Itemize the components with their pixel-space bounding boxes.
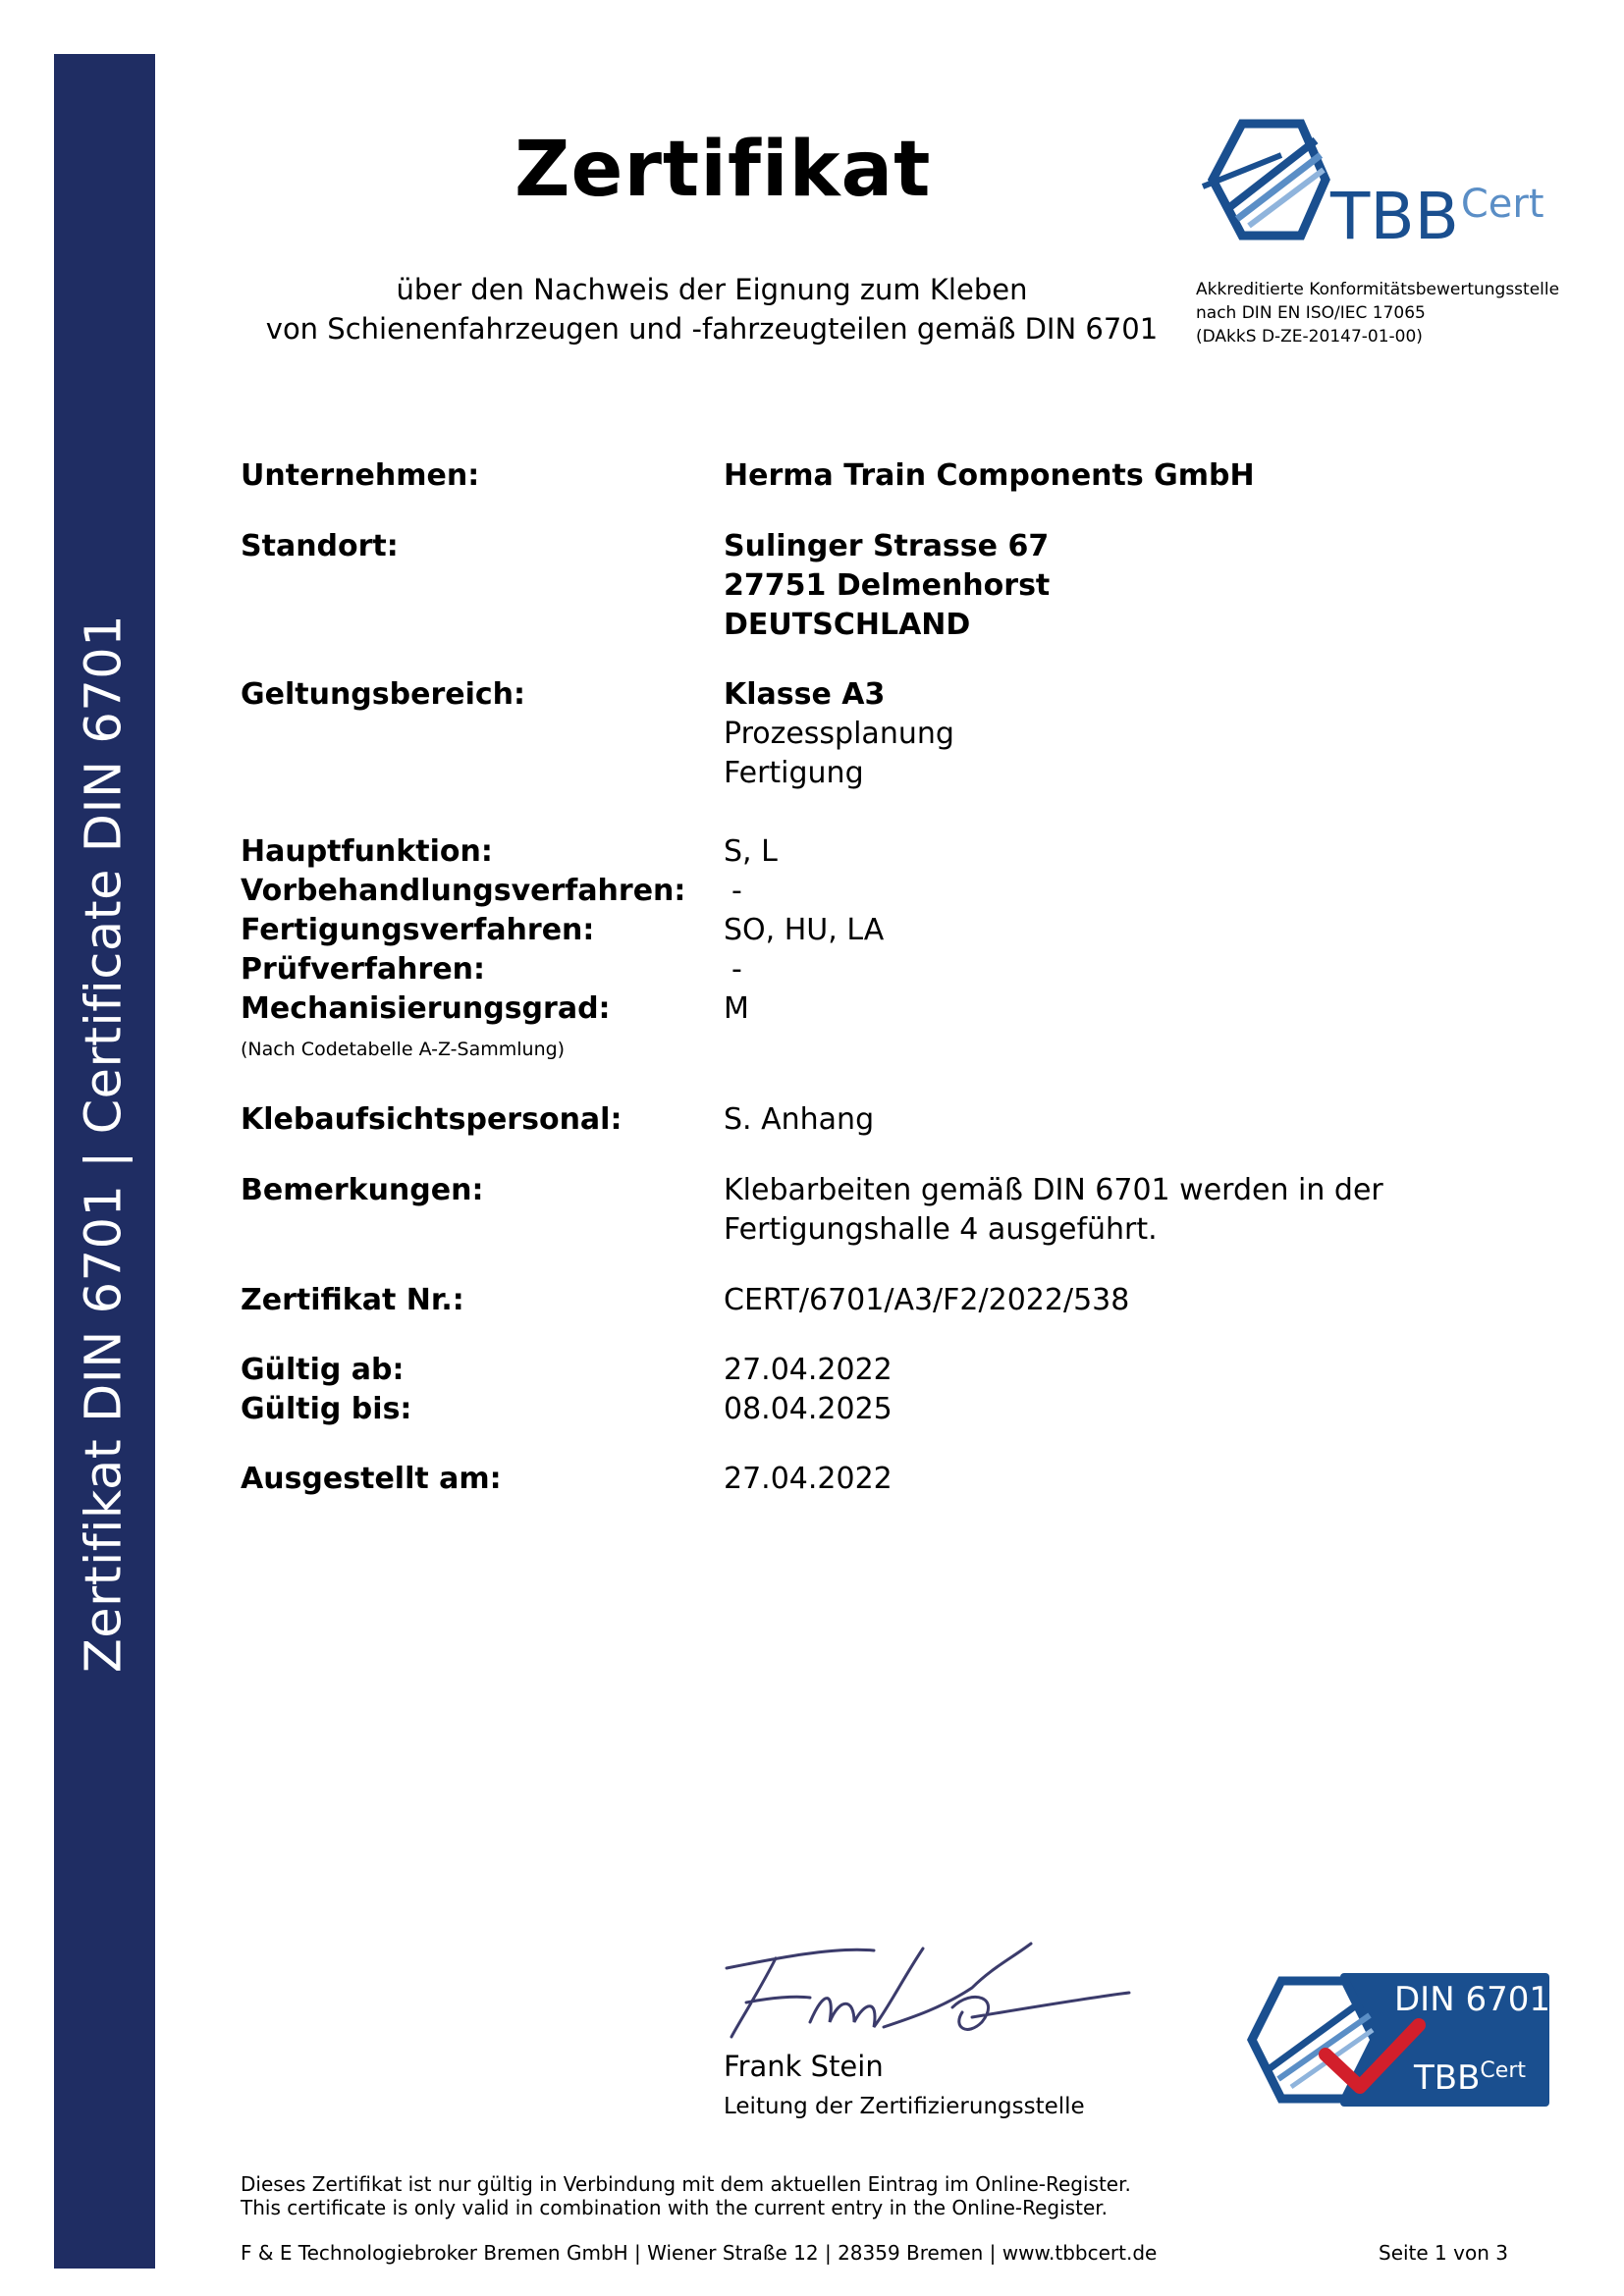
issued-value: 27.04.2022 (724, 1462, 893, 1496)
valid-from-label: Gültig ab: (241, 1353, 405, 1387)
supervision-value: S. Anhang (724, 1102, 875, 1137)
supervision-label: Klebaufsichtspersonal: (241, 1102, 623, 1137)
codetable-note: (Nach Codetabelle A-Z-Sammlung) (241, 1039, 566, 1060)
footer-address: F & E Technologiebroker Bremen GmbH | Wiener Straße 12 | 28359 Bremen | www.tbbcert.de (241, 2241, 1158, 2265)
main-function-label: Hauptfunktion: (241, 834, 493, 869)
testing-label: Prüfverfahren: (241, 952, 486, 987)
logo-brand-sup: Cert (1460, 182, 1544, 227)
accreditation-line-3: (DAkkS D-ZE-20147-01-00) (1196, 327, 1423, 347)
page-number: Seite 1 von 3 (1379, 2241, 1508, 2265)
subtitle-line-1: über den Nachweis der Eignung zum Kleben (396, 273, 1028, 306)
company-label: Unternehmen: (241, 458, 480, 493)
cert-no-label: Zertifikat Nr.: (241, 1283, 464, 1317)
mechanization-label: Mechanisierungsgrad: (241, 991, 611, 1026)
issued-label: Ausgestellt am: (241, 1462, 502, 1496)
subtitle (221, 270, 1203, 348)
page-title: Zertifikat (514, 126, 932, 214)
din-6701-logo-icon (1247, 1971, 1551, 2109)
testing-value: - (731, 952, 742, 987)
scope-label: Geltungsbereich: (241, 677, 526, 712)
scope-line-2: Prozessplanung (724, 717, 954, 751)
pretreatment-value: - (731, 874, 742, 908)
din-logo-title: DIN 6701 (1394, 1980, 1550, 2019)
signer-name: Frank Stein (724, 2050, 884, 2083)
valid-to-label: Gültig bis: (241, 1392, 412, 1426)
remarks-label: Bemerkungen: (241, 1173, 484, 1207)
accreditation-line-2: nach DIN EN ISO/IEC 17065 (1196, 303, 1426, 323)
mechanization-value: M (724, 991, 749, 1026)
location-label: Standort: (241, 529, 399, 563)
subtitle-line-2: von Schienenfahrzeugen und -fahrzeugteilen gemäß DIN 6701 (265, 312, 1159, 346)
main-function-value: S, L (724, 834, 778, 869)
remarks-line-1: Klebarbeiten gemäß DIN 6701 werden in der (724, 1173, 1383, 1207)
valid-to-value: 08.04.2025 (724, 1392, 893, 1426)
signer-role: Leitung der Zertifizierungsstelle (724, 2094, 1085, 2119)
logo-brand-main: TBB (1330, 179, 1459, 254)
scope-line-3: Fertigung (724, 756, 864, 790)
footer-note (241, 2172, 1131, 2219)
accreditation-text (1196, 278, 1559, 348)
pretreatment-label: Vorbehandlungsverfahren: (241, 874, 686, 908)
location-line-1: Sulinger Strasse 67 (724, 529, 1050, 563)
valid-from-value: 27.04.2022 (724, 1353, 893, 1387)
cert-no-value: CERT/6701/A3/F2/2022/538 (724, 1283, 1130, 1317)
footer-note-en: This certificate is only valid in combination with the current entry in the Online-Register. (241, 2196, 1108, 2219)
company-value: Herma Train Components GmbH (724, 458, 1255, 493)
location-line-3: DEUTSCHLAND (724, 608, 971, 642)
remarks-line-2: Fertigungshalle 4 ausgeführt. (724, 1212, 1158, 1247)
manufacturing-value: SO, HU, LA (724, 913, 885, 947)
sidebar-vertical-text: Zertifikat DIN 6701 | Certificate DIN 6701 (75, 614, 134, 1674)
manufacturing-label: Fertigungsverfahren: (241, 913, 595, 947)
din-logo-brand-sup: Cert (1480, 2058, 1526, 2083)
tbbcert-logo-text (1330, 179, 1544, 254)
din-logo-brand-main: TBB (1414, 2058, 1481, 2098)
signature-image-icon (717, 1929, 1139, 2052)
location-line-2: 27751 Delmenhorst (724, 568, 1051, 603)
scope-line-1: Klasse A3 (724, 677, 886, 712)
footer-note-de: Dieses Zertifikat ist nur gültig in Verbindung mit dem aktuellen Eintrag im Online-Register. (241, 2172, 1131, 2196)
accreditation-line-1: Akkreditierte Konformitätsbewertungsstelle (1196, 280, 1560, 299)
